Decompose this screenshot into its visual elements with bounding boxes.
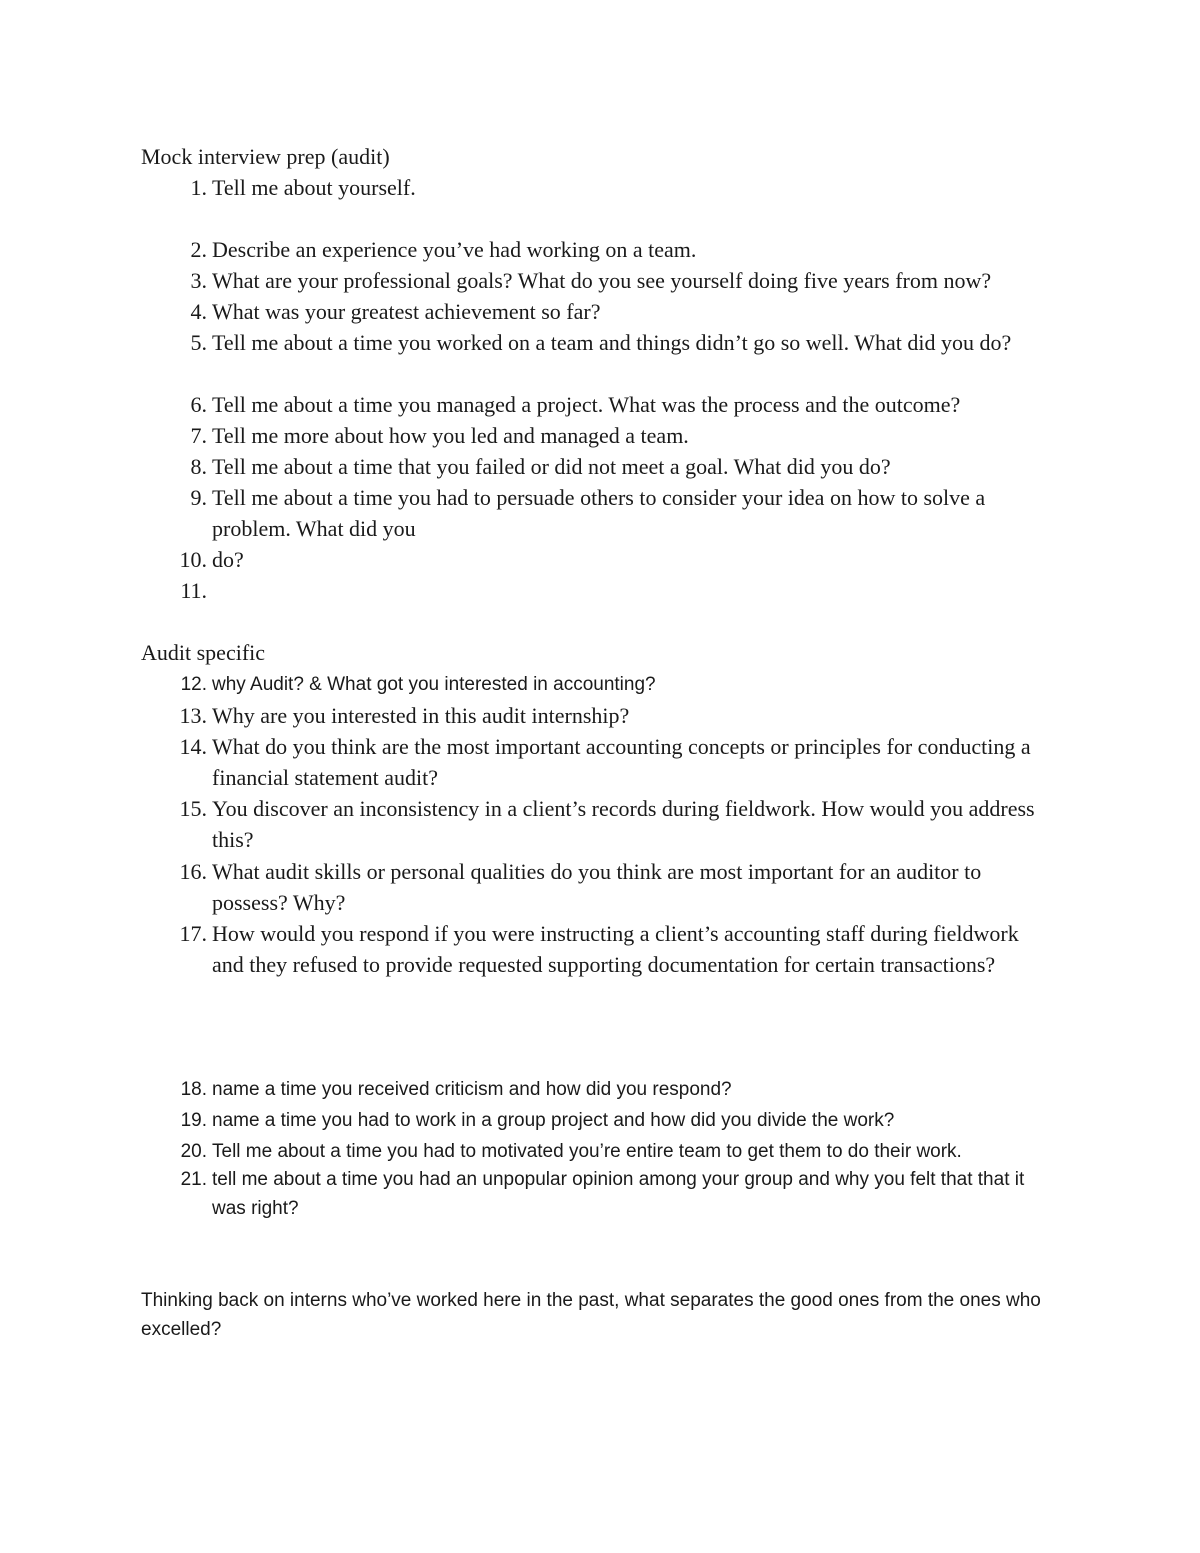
item-number: 18. (180, 1079, 207, 1100)
item-text: What was your greatest achievement so far? (212, 299, 601, 324)
item-number: 21. (180, 1169, 207, 1190)
item-number: 5. (190, 330, 207, 355)
item-number: 3. (190, 268, 207, 293)
item-text: Describe an experience you’ve had working on a team. (212, 237, 697, 262)
item-text: You discover an inconsistency in a client’s records during fieldwork. How would you address this? (212, 796, 1035, 852)
item-number: 11. (180, 578, 207, 603)
section-heading: Audit specific (141, 640, 266, 665)
item-text: What are your professional goals? What do you see yourself doing five years from now? (212, 268, 992, 293)
item-text: name a time you received criticism and how did you respond? (212, 1079, 732, 1100)
item-number: 13. (179, 703, 207, 728)
item-number: 4. (190, 299, 207, 324)
item-number: 12. (180, 674, 207, 695)
item-number: 14. (179, 734, 207, 759)
item-text: Tell me about a time you had to motivated you’re entire team to get them to do their work. (212, 1141, 962, 1162)
item-text: name a time you had to work in a group project and how did you divide the work? (212, 1110, 895, 1131)
item-text: Tell me more about how you led and managed a team. (212, 423, 689, 448)
item-text: Tell me about yourself. (212, 175, 416, 200)
item-number: 19. (180, 1110, 207, 1131)
item-text: What do you think are the most important accounting concepts or principles for conducting a financial statement audit? (212, 734, 1031, 790)
item-number: 20. (180, 1141, 207, 1162)
item-text: tell me about a time you had an unpopular opinion among your group and why you felt that that it was right? (212, 1169, 1025, 1219)
item-text: why Audit? & What got you interested in accounting? (212, 674, 656, 695)
item-text: Tell me about a time that you failed or did not meet a goal. What did you do? (212, 454, 891, 479)
item-number: 10. (179, 547, 207, 572)
item-text: How would you respond if you were instructing a client’s accounting staff during fieldwork and they refused to provide requested supporting documentation for certain transactions? (212, 921, 1019, 977)
document-title: Mock interview prep (audit) (141, 144, 390, 169)
item-number: 16. (179, 859, 207, 884)
item-number: 6. (190, 392, 207, 417)
item-text: What audit skills or personal qualities do you think are most important for an auditor to possess? Why? (212, 859, 982, 915)
item-number: 1. (190, 175, 207, 200)
item-text: Tell me about a time you worked on a team and things didn’t go so well. What did you do? (212, 330, 1012, 355)
item-number: 9. (190, 485, 207, 510)
item-number: 2. (190, 237, 207, 262)
item-number: 8. (190, 454, 207, 479)
item-number: 17. (179, 921, 207, 946)
item-text: Tell me about a time you had to persuade others to consider your idea on how to solve a problem. What did you (212, 485, 986, 541)
item-number: 15. (179, 796, 207, 821)
closing-question: Thinking back on interns who’ve worked here in the past, what separates the good ones from the ones who excelled? (141, 1290, 1041, 1340)
item-text: Tell me about a time you managed a project. What was the process and the outcome? (212, 392, 961, 417)
item-text: do? (212, 547, 244, 572)
item-text: Why are you interested in this audit internship? (212, 703, 630, 728)
item-number: 7. (190, 423, 207, 448)
